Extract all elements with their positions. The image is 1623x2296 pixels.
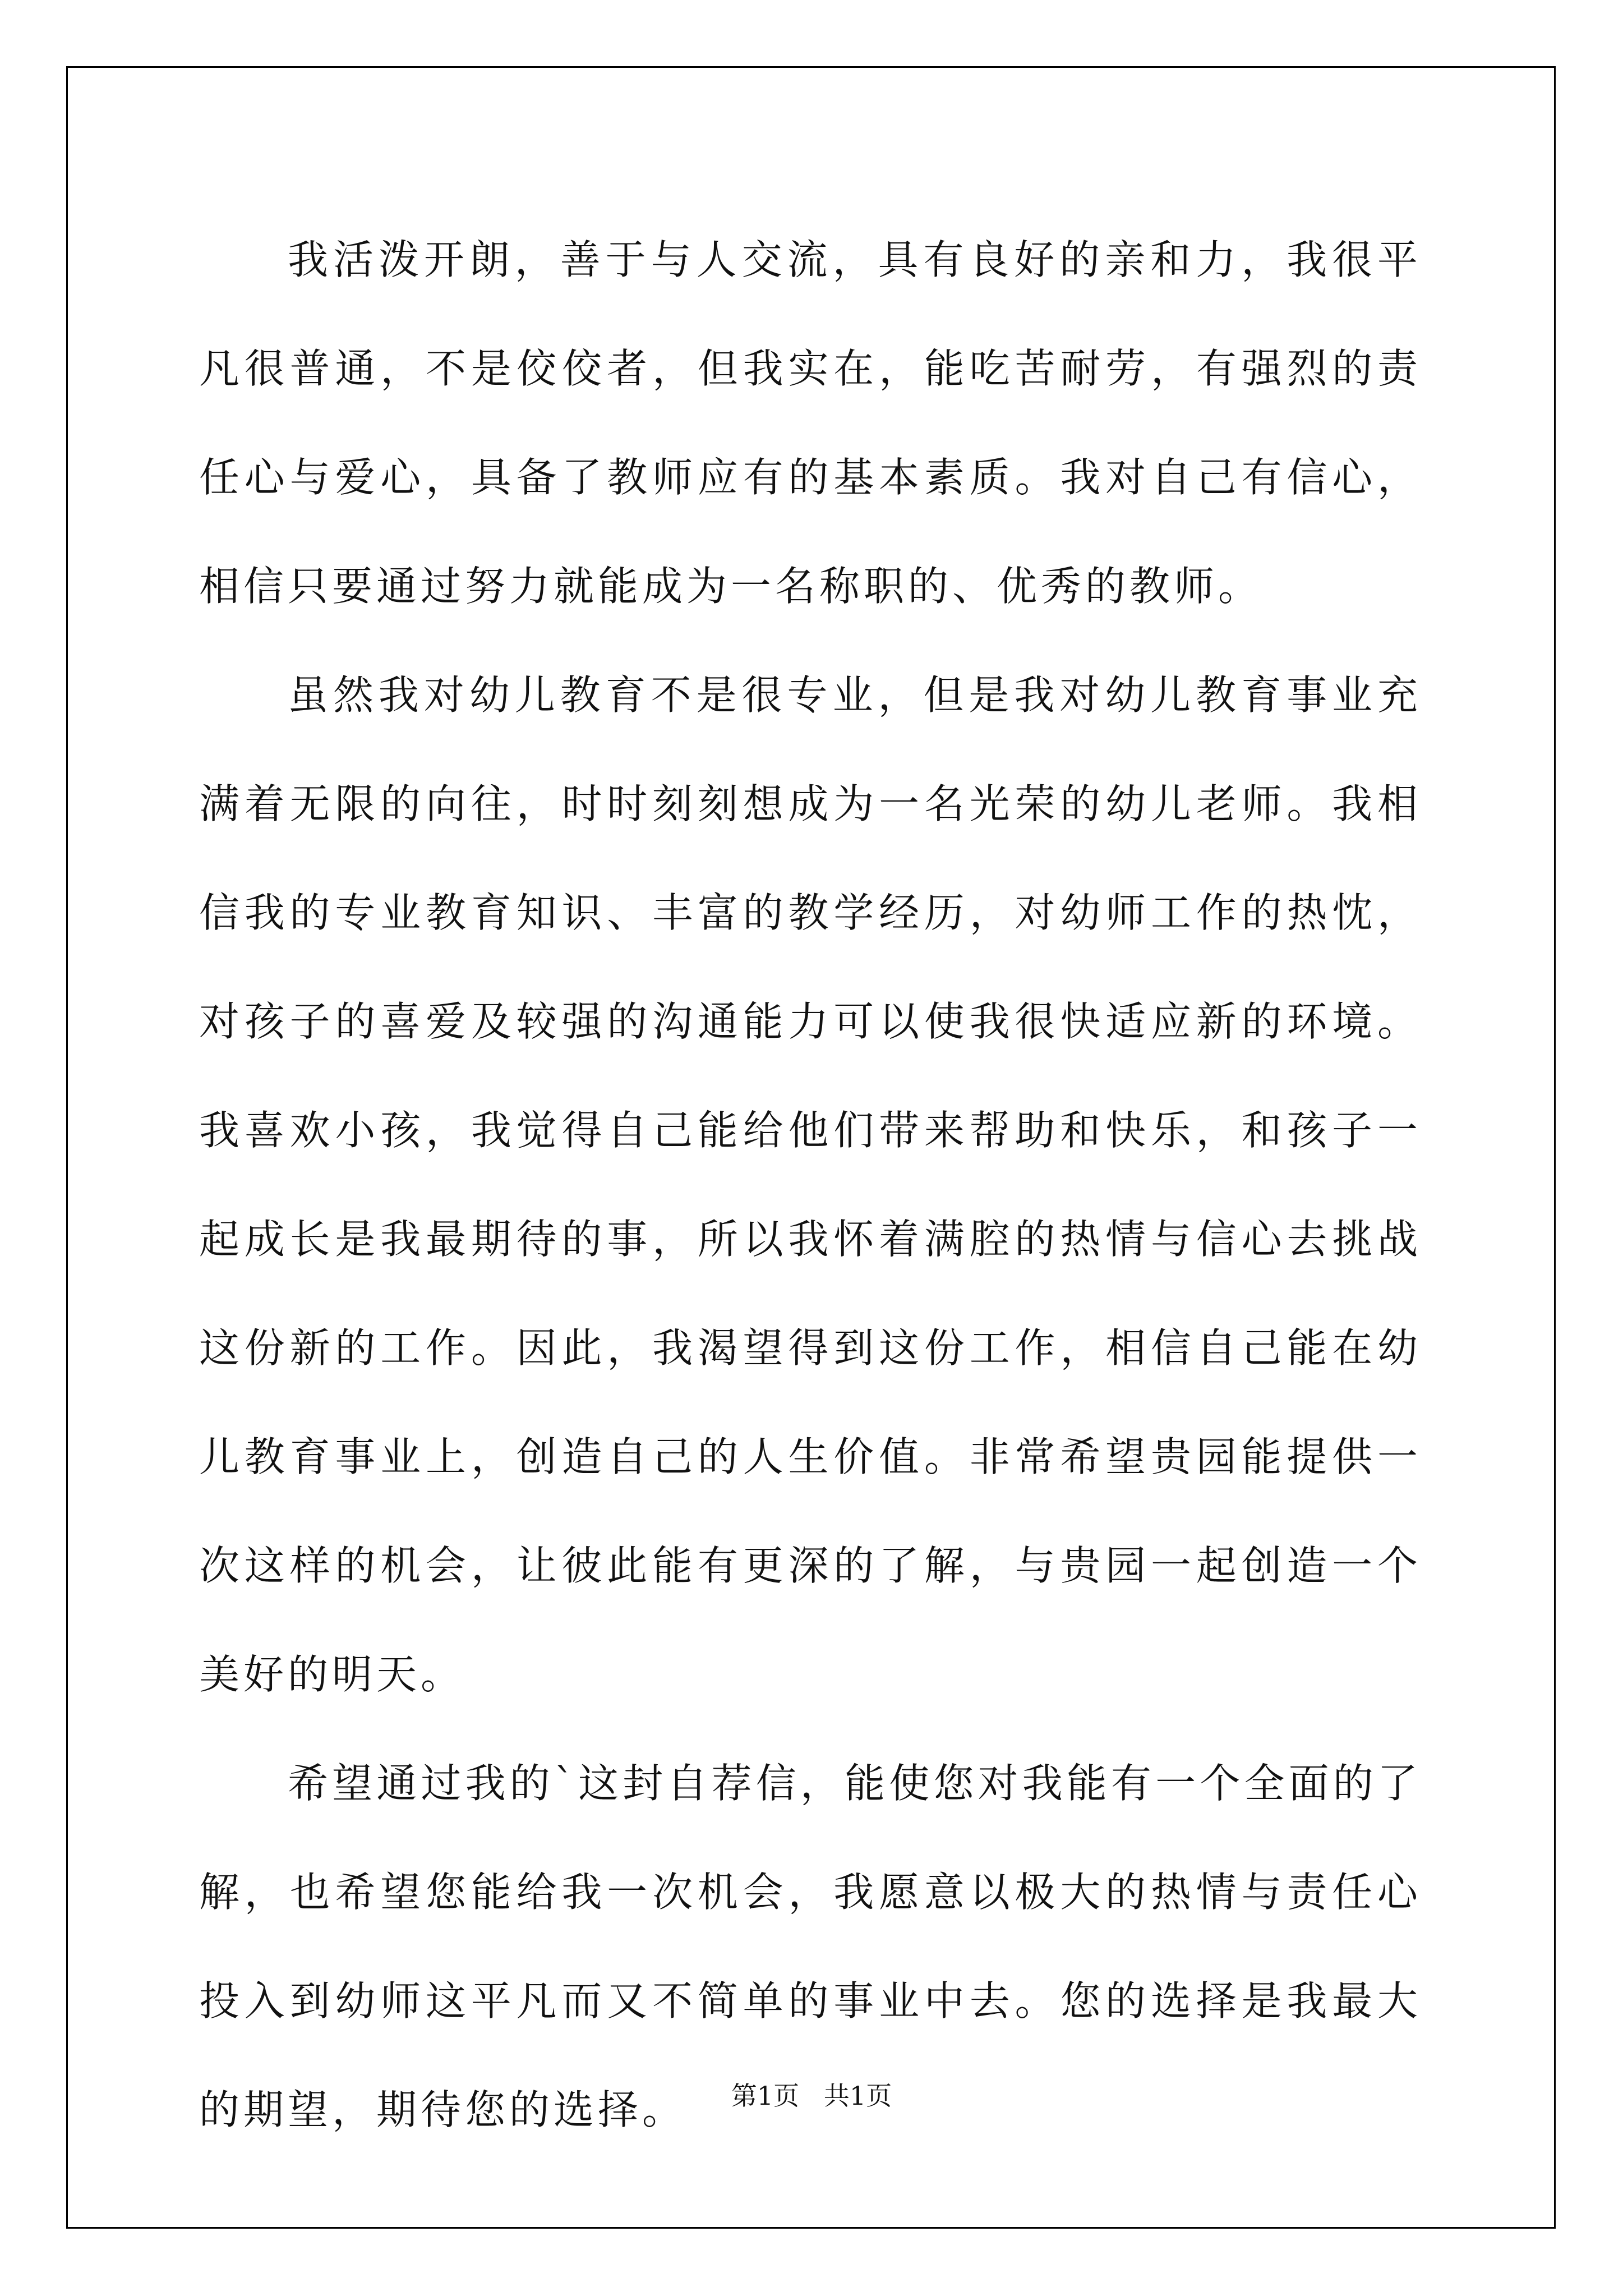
- paragraph-2: 虽然我对幼儿教育不是很专业，但是我对幼儿教育事业充满着无限的向往，时时刻刻想成为一名光荣的幼儿老师。我相信我的专业教育知识、丰富的教学经历，对幼师工作的热忱，对孩子的喜爱及较强的沟通能力可以使我很快适应新的环境。我喜欢小孩，我觉得自己能给他们带来帮助和快乐，和孩子一起成长是我最期待的事，所以我怀着满腔的热情与信心去挑战这份新的工作。因此，我渴望得到这份工作，相信自己能在幼儿教育事业上，创造自己的人生价值。非常希望贵园能提供一次这样的机会，让彼此能有更深的了解，与贵园一起创造一个美好的明天。: [199, 671, 1422, 1698]
- paragraph-1: 我活泼开朗，善于与人交流，具有良好的亲和力，我很平凡很普通，不是佼佼者，但我实在，能吃苦耐劳，有强烈的责任心与爱心，具备了教师应有的基本素质。我对自己有信心，相信只要通过努力就能成为一名称职的、优秀的教师。: [199, 236, 1422, 610]
- page-footer: 第1页 共1页: [731, 2081, 892, 2111]
- paragraph-3: 希望通过我的`这封自荐信，能使您对我能有一个全面的了解，也希望您能给我一次机会，我愿意以极大的热情与责任心投入到幼师这平凡而又不简单的事业中去。您的选择是我最大的期望，期待您的选择。: [199, 1760, 1422, 2133]
- document-body: [199, 205, 1422, 2164]
